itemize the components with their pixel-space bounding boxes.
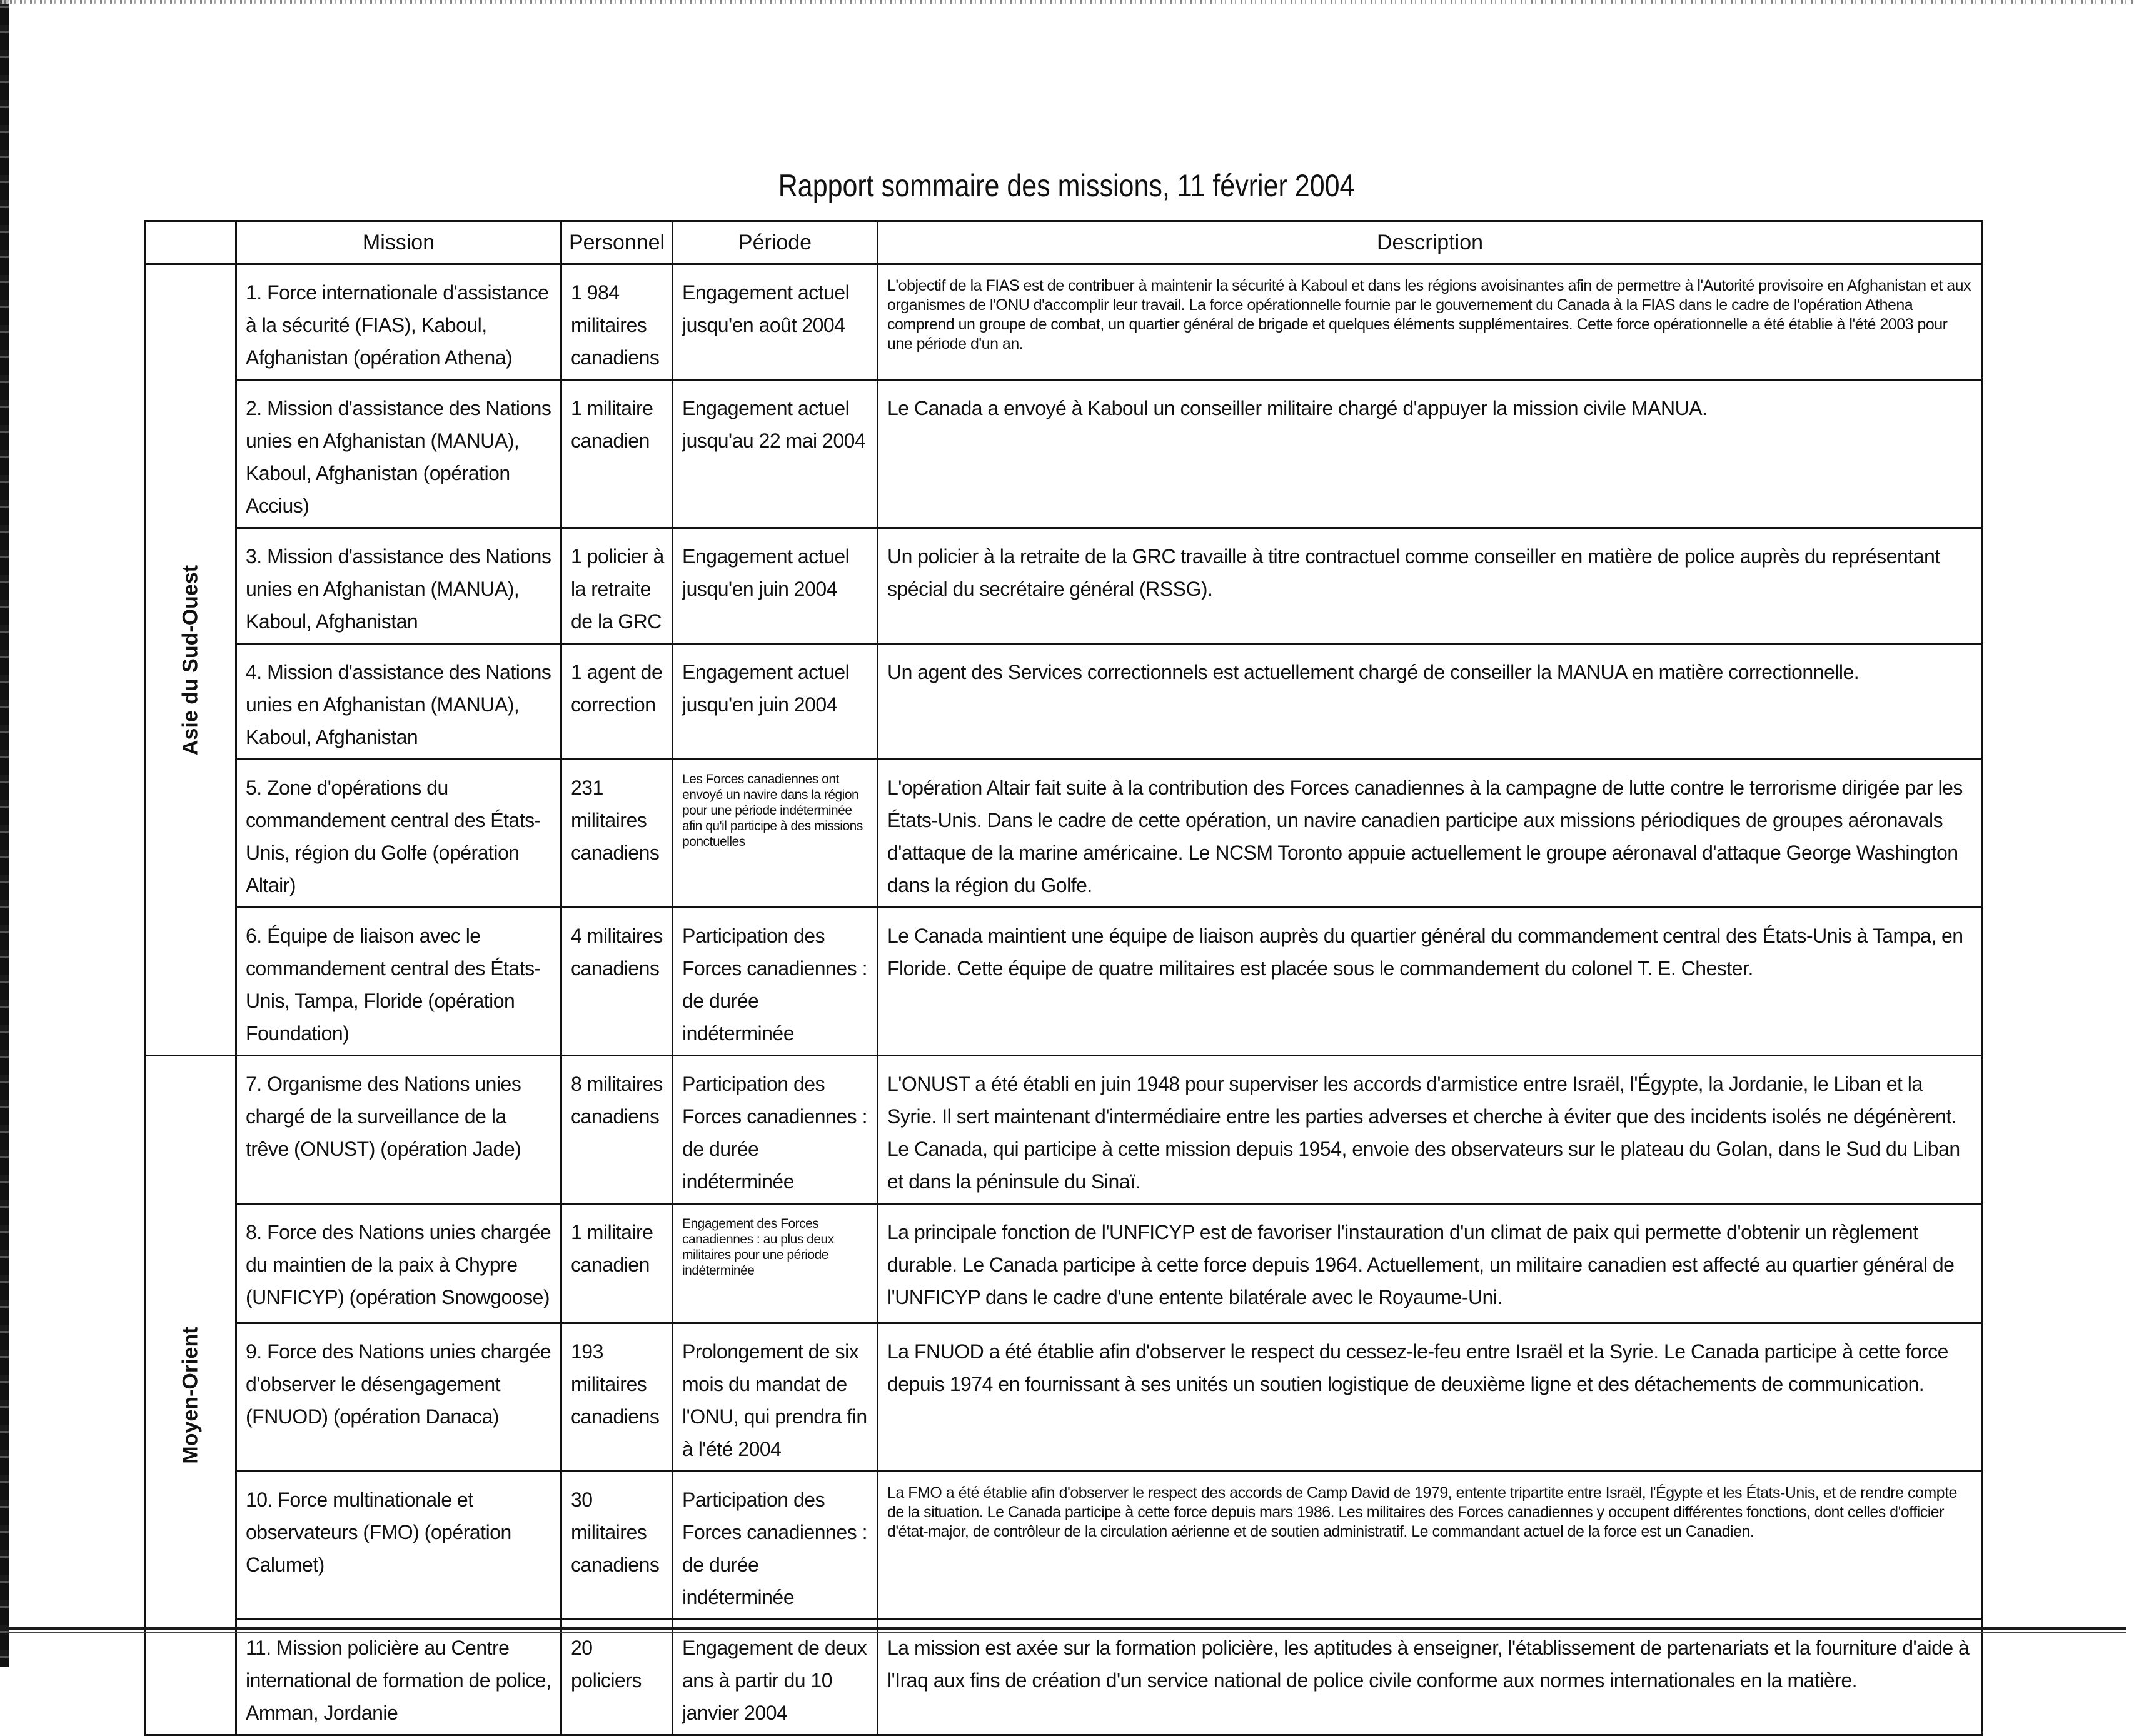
personnel-cell: 1 policier à la retraite de la GRC [561,528,673,644]
personnel-cell: 1 militaire canadien [561,380,673,528]
table-row [146,264,1983,380]
region-cell [146,264,236,1056]
periode-cell: Engagement de deux ans à partir du 10 janvier 2004 [673,1620,878,1735]
periode-cell: Engagement actuel jusqu'en juin 2004 [673,644,878,760]
mission-cell: 2. Mission d'assistance des Nations unies en Afghanistan (MANUA), Kaboul, Afghanistan (opération Accius) [236,380,561,528]
mission-cell: 4. Mission d'assistance des Nations unies en Afghanistan (MANUA), Kaboul, Afghanistan [236,644,561,760]
table-row [146,908,1983,1056]
personnel-cell: 1 militaire canadien [561,1204,673,1323]
col-header-personnel: Personnel [561,221,673,264]
description-cell: La FNUOD a été établie afin d'observer le respect du cessez-le-feu entre Israël et la Syrie. Le Canada participe à cette force depuis 1974 en fournissant à ses unités un soutien logistique de deuxième ligne et des détachements de communication. [878,1323,1983,1472]
mission-cell: 10. Force multinationale et observateurs (FMO) (opération Calumet) [236,1472,561,1620]
mission-cell: 11. Mission policière au Centre international de formation de police, Amman, Jordanie [236,1620,561,1735]
personnel-cell: 1 984 militaires canadiens [561,264,673,380]
periode-cell: Engagement actuel jusqu'au 22 mai 2004 [673,380,878,528]
personnel-cell: 30 militaires canadiens [561,1472,673,1620]
mission-cell: 6. Équipe de liaison avec le commandement central des États-Unis, Tampa, Floride (opération Foundation) [236,908,561,1056]
table-row [146,1204,1983,1323]
footer-rule [6,1627,2126,1630]
personnel-cell: 193 militaires canadiens [561,1323,673,1472]
mission-cell: 1. Force internationale d'assistance à la sécurité (FIAS), Kaboul, Afghanistan (opération Athena) [236,264,561,380]
col-header-description: Description [878,221,1983,264]
description-cell: Le Canada a envoyé à Kaboul un conseiller militaire chargé d'appuyer la mission civile MANUA. [878,380,1983,528]
periode-cell: Prolongement de six mois du mandat de l'ONU, qui prendra fin à l'été 2004 [673,1323,878,1472]
personnel-cell: 231 militaires canadiens [561,760,673,908]
missions-table [144,220,1983,1736]
col-header-periode: Période [673,221,878,264]
table-row [146,644,1983,760]
description-cell: Le Canada maintient une équipe de liaison auprès du quartier général du commandement central des États-Unis à Tampa, en Floride. Cette équipe de quatre militaires est placée sous le commandement du colonel T. E. Chester. [878,908,1983,1056]
periode-cell: Les Forces canadiennes ont envoyé un navire dans la région pour une période indéterminée afin qu'il participe à des missions ponctuelles [673,760,878,908]
table-row [146,380,1983,528]
description-cell: L'ONUST a été établi en juin 1948 pour superviser les accords d'armistice entre Israël, l'Égypte, la Jordanie, le Liban et la Syrie. Il sert maintenant d'intermédiaire entre les parties adverses et cherche à éviter que des incidents isolés ne dégénèrent. Le Canada, qui participe à cette mission depuis 1954, envoie des observateurs sur le plateau du Golan, dans le Sud du Liban et dans la péninsule du Sinaï. [878,1056,1983,1204]
mission-cell: 5. Zone d'opérations du commandement central des États-Unis, région du Golfe (opération Altair) [236,760,561,908]
table-row [146,528,1983,644]
footer-rule-thin [6,1632,2126,1633]
mission-cell: 3. Mission d'assistance des Nations unies en Afghanistan (MANUA), Kaboul, Afghanistan [236,528,561,644]
personnel-cell: 20 policiers [561,1620,673,1735]
region-header-cell [146,221,236,264]
personnel-cell: 8 militaires canadiens [561,1056,673,1204]
table-header-row [146,221,1983,264]
table-row [146,1323,1983,1472]
personnel-cell: 4 militaires canadiens [561,908,673,1056]
description-cell: L'objectif de la FIAS est de contribuer à maintenir la sécurité à Kaboul et dans les régions avoisinantes afin de permettre à l'Autorité provisoire en Afghanistan et aux organismes de l'ONU d'accomplir leur travail. La force opérationnelle fournie par le gouvernement du Canada à la FIAS dans le cadre de l'opération Athena comprend un groupe de combat, un quartier général de brigade et quelques éléments supplémentaires. Cette force opérationnelle a été établie à l'été 2003 pour une période d'un an. [878,264,1983,380]
periode-cell: Participation des Forces canadiennes : de durée indéterminée [673,908,878,1056]
mission-cell: 9. Force des Nations unies chargée d'observer le désengagement (FNUOD) (opération Danaca) [236,1323,561,1472]
page-title: Rapport sommaire des missions, 11 février 2004 [778,168,1355,203]
mission-cell: 7. Organisme des Nations unies chargé de la surveillance de la trêve (ONUST) (opération Jade) [236,1056,561,1204]
description-cell: La FMO a été établie afin d'observer le respect des accords de Camp David de 1979, entente tripartite entre Israël, l'Égypte et les États-Unis, et de rendre compte de la situation. Le Canada participe à cette force depuis mars 1986. Les militaires des Forces canadiennes y occupent différentes fonctions, dont celles d'officier d'état-major, de contrôleur de la circulation aérienne et de soutien administratif. Le commandant actuel de la force est un Canadien. [878,1472,1983,1620]
scan-edge-left [0,0,9,1667]
description-cell: La principale fonction de l'UNFICYP est de favoriser l'instauration d'un climat de paix qui permette d'obtenir un règlement durable. Le Canada participe à cette force depuis 1964. Actuellement, un militaire canadien est affecté au quartier général de l'UNFICYP dans le cadre d'une entente bilatérale avec le Royaume-Uni. [878,1204,1983,1323]
table-row [146,760,1983,908]
table-row [146,1056,1983,1204]
col-header-mission: Mission [236,221,561,264]
periode-cell: Engagement actuel jusqu'en juin 2004 [673,528,878,644]
periode-cell: Participation des Forces canadiennes : de durée indéterminée [673,1056,878,1204]
periode-cell: Engagement des Forces canadiennes : au plus deux militaires pour une période indéterminée [673,1204,878,1323]
table-row [146,1620,1983,1735]
description-cell: L'opération Altair fait suite à la contribution des Forces canadiennes à la campagne de lutte contre le terrorisme dirigée par les États-Unis. Dans le cadre de cette opération, un navire canadien participe aux missions périodiques de groupes aéronavals d'attaque de la marine américaine. Le NCSM Toronto appuie actuellement le groupe aéronaval d'attaque George Washington dans la région du Golfe. [878,760,1983,908]
periode-cell: Participation des Forces canadiennes : de durée indéterminée [673,1472,878,1620]
description-cell: Un agent des Services correctionnels est actuellement chargé de conseiller la MANUA en matière correctionnelle. [878,644,1983,760]
mission-cell: 8. Force des Nations unies chargée du maintien de la paix à Chypre (UNFICYP) (opération Snowgoose) [236,1204,561,1323]
description-cell: La mission est axée sur la formation policière, les aptitudes à enseigner, l'établissement de partenariats et la fourniture d'aide à l'Iraq aux fins de création d'un service national de police civile conforme aux normes internationales en la matière. [878,1620,1983,1735]
personnel-cell: 1 agent de correction [561,644,673,760]
periode-cell: Engagement actuel jusqu'en août 2004 [673,264,878,380]
region-label-middle-east: Moyen-Orient [178,1327,203,1464]
region-label-sw-asia: Asie du Sud-Ouest [178,564,203,755]
description-cell: Un policier à la retraite de la GRC travaille à titre contractuel comme conseiller en matière de police auprès du représentant spécial du secrétaire général (RSSG). [878,528,1983,644]
table-row [146,1472,1983,1620]
scan-edge-top [0,0,2134,4]
